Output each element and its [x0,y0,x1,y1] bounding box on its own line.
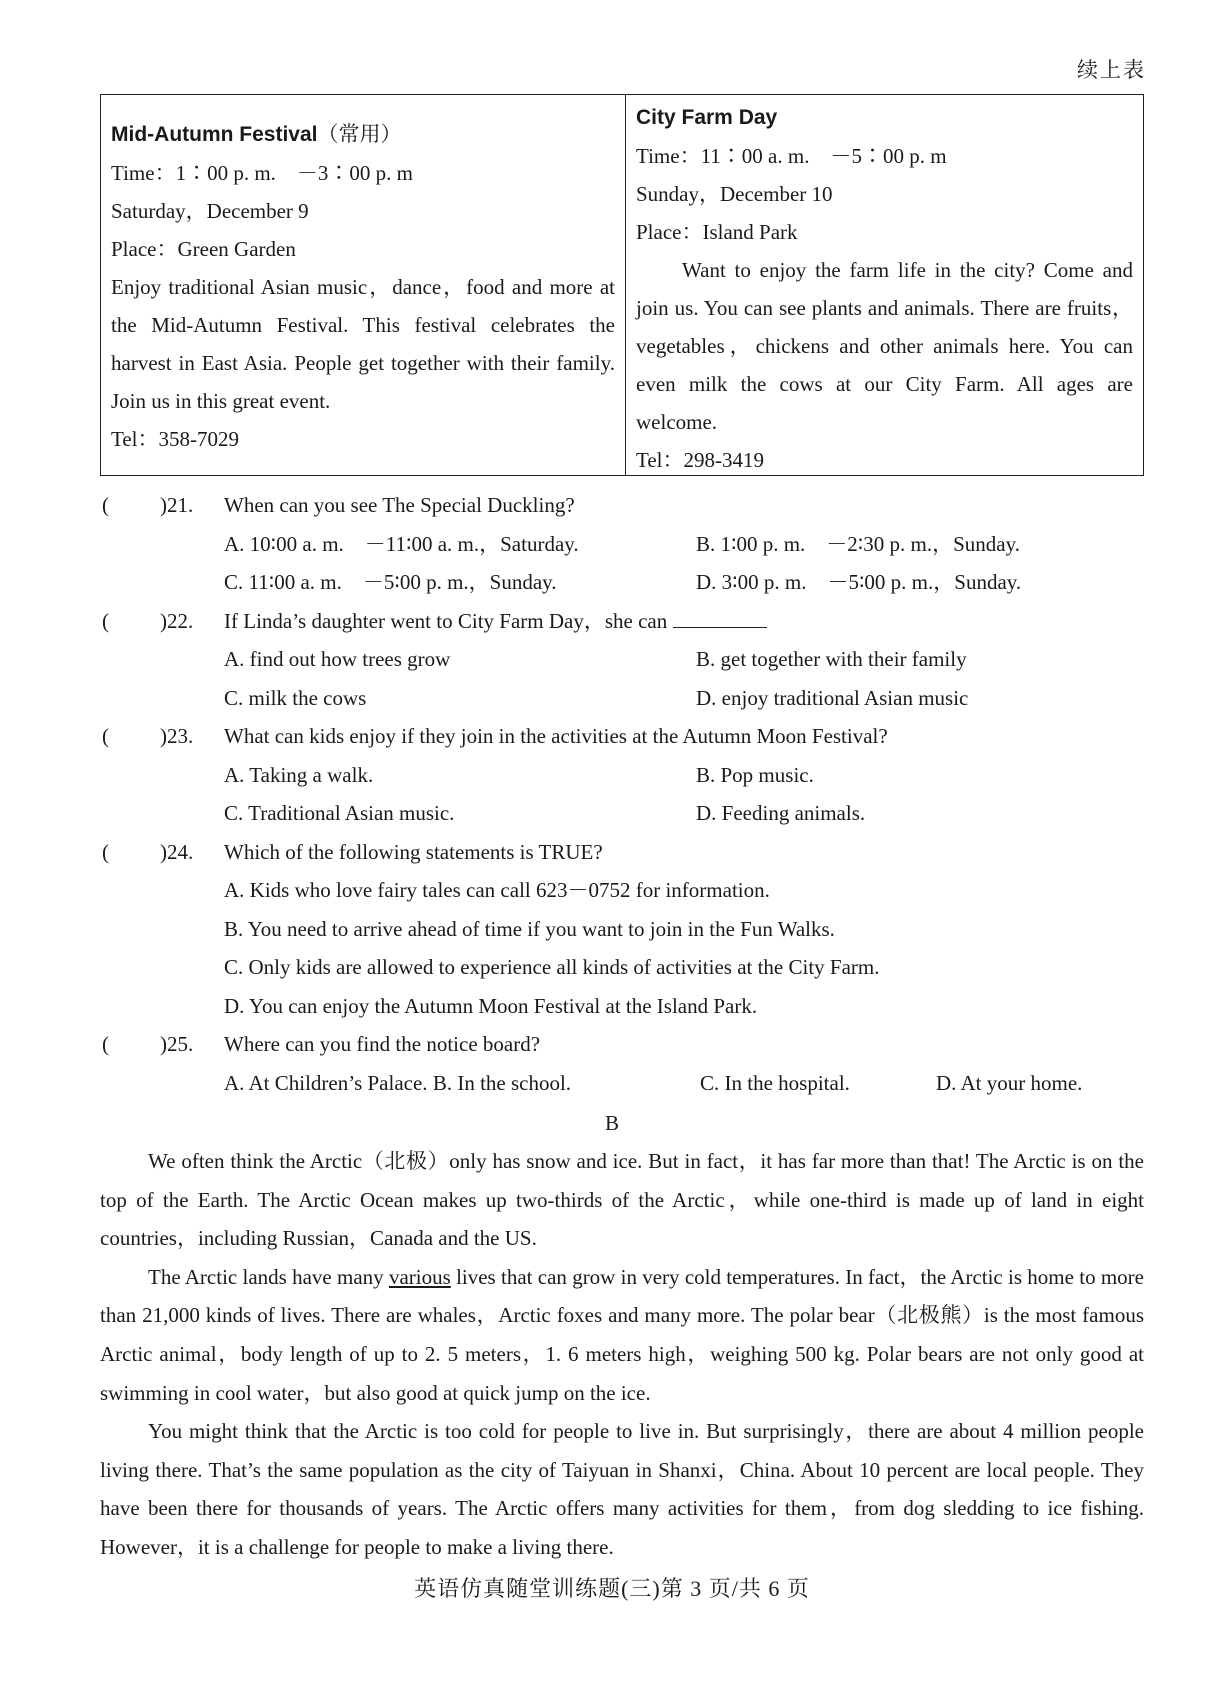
continued-label: 续上表 [1077,58,1146,82]
option-d: D. Feeding animals. [696,801,866,825]
question-text: Where can you find the notice board? [224,1032,541,1056]
event-title: Mid-Autumn Festival [111,123,318,146]
question-text: When can you see The Special Duckling? [224,493,575,517]
question-23 [100,717,1144,833]
page-footer: 英语仿真随堂训练题(三)第 3 页/共 6 页 [414,1576,810,1601]
question-number: )21. [160,493,194,517]
option-c: C. 11∶00 a. m. －5∶00 p. m.，Sunday. [224,570,557,594]
option-d: D. 3∶00 p. m. －5∶00 p. m.，Sunday. [696,570,1022,594]
answer-paren: ( [102,1032,109,1056]
question-text: What can kids enjoy if they join in the activities at the Autumn Moon Festival? [224,724,888,748]
option-b: B. You need to arrive ahead of time if you want to join in the Fun Walks. [224,916,835,941]
option-a: A. At Children’s Palace. [224,1070,428,1095]
answer-blank [673,605,767,628]
option-c: C. Traditional Asian music. [224,801,455,825]
event-title-note: （常用） [317,122,402,146]
reading-passage [100,1142,1144,1567]
question-22 [100,602,1144,718]
event-date: Saturday，December 9 [111,199,309,223]
option-b: B. 1∶00 p. m. －2∶30 p. m.，Sunday. [696,531,1020,556]
event-place: Place：Green Garden [111,237,296,261]
option-a: A. find out how trees grow [224,647,451,671]
event-place: Place：Island Park [636,220,798,244]
option-a-b-wrap [224,1064,571,1103]
option-b: B. Pop music. [696,762,814,787]
question-number: )23. [160,724,194,748]
option-d: D. enjoy traditional Asian music [696,685,969,710]
city-farm-day-cell [626,95,1143,475]
event-date: Sunday，December 10 [636,182,833,206]
event-description: Want to enjoy the farm life in the city? Come and join us. You can see plants and animals. There are fruits，vegetables，chickens and other animals here. You can even milk the cows at our City Farm. All ages are welcome. [636,258,1133,434]
option-c: C. milk the cows [224,685,367,710]
mid-autumn-festival-cell [101,95,626,475]
section-heading-b: B [604,1111,619,1135]
passage-paragraph-1: We often think the Arctic（北极）only has snow and ice. But in fact，it has far more than that! The Arctic is on the top of the Earth. The Arctic Ocean makes up two-thirds of the Arctic，while one-third is made up of land in eight countries，including Russian，Canada and the US. [100,1149,1144,1251]
event-tel: Tel：298-3419 [636,448,765,472]
event-time: Time：1∶00 p. m. －3∶00 p. m [111,161,413,185]
events-table [100,94,1144,476]
underlined-word: various [388,1264,451,1289]
event-description: Enjoy traditional Asian music，dance，food and more at the Mid-Autumn Festival. This festival celebrates the harvest in East Asia. People get together with their family. Join us in this great event. [111,275,615,413]
event-time: Time：11∶00 a. m. －5∶00 p. m [636,144,947,168]
passage-paragraph-2 [100,1258,1144,1412]
question-25 [100,1025,1144,1102]
question-number: )25. [160,1032,194,1056]
option-a: A. 10∶00 a. m. －11∶00 a. m.，Saturday. [224,531,579,556]
option-b: B. get together with their family [696,647,967,671]
answer-paren: ( [102,839,109,864]
event-tel: Tel：358-7029 [111,427,240,451]
questions-section [100,486,1144,1102]
answer-paren: ( [102,724,109,748]
option-c: C. In the hospital. [700,1070,850,1095]
passage-text: lives that can grow in very cold temperatures. In fact，the Arctic is home to more than 21,000 kinds of lives. There are whales，Arctic foxes and many more. The polar bear（北极熊）is the most famous Arctic animal，body length of up to 2. 5 meters，1. 6 meters high，weighing 500 kg. Polar bears are not only good at swimming in cool water，but also good at quick jump on the ice. [100,1264,1144,1405]
answer-paren: ( [102,608,109,633]
question-text: Which of the following statements is TRUE? [224,839,603,864]
passage-text: The Arctic lands have many [148,1264,389,1289]
option-d: D. You can enjoy the Autumn Moon Festival at the Island Park. [224,993,758,1018]
answer-paren: ( [102,493,109,517]
option-a: A. Kids who love fairy tales can call 623－0752 for information. [224,878,770,902]
passage-paragraph-3: You might think that the Arctic is too cold for people to live in. But surprisingly，there are about 4 million people living there. That’s the same population as the city of Taiyuan in Shanxi，China. About 10 percent are local people. They have been there for thousands of years. The Arctic offers many activities for them，from dog sledding to ice fishing. However，it is a challenge for people to make a living there. [100,1419,1144,1559]
question-21 [100,486,1144,602]
option-c: C. Only kids are allowed to experience all kinds of activities at the City Farm. [224,955,880,979]
question-text: If Linda’s daughter went to City Farm Day，she can [224,608,668,633]
option-b: B. In the school. [432,1070,572,1095]
question-24 [100,833,1144,1026]
option-a: A. Taking a walk. [224,762,374,787]
question-number: )22. [160,608,194,633]
event-title-line [111,115,615,154]
option-d: D. At your home. [936,1070,1083,1095]
question-number: )24. [160,839,194,864]
event-title: City Farm Day [636,106,778,129]
question-text-wrap [224,602,767,641]
